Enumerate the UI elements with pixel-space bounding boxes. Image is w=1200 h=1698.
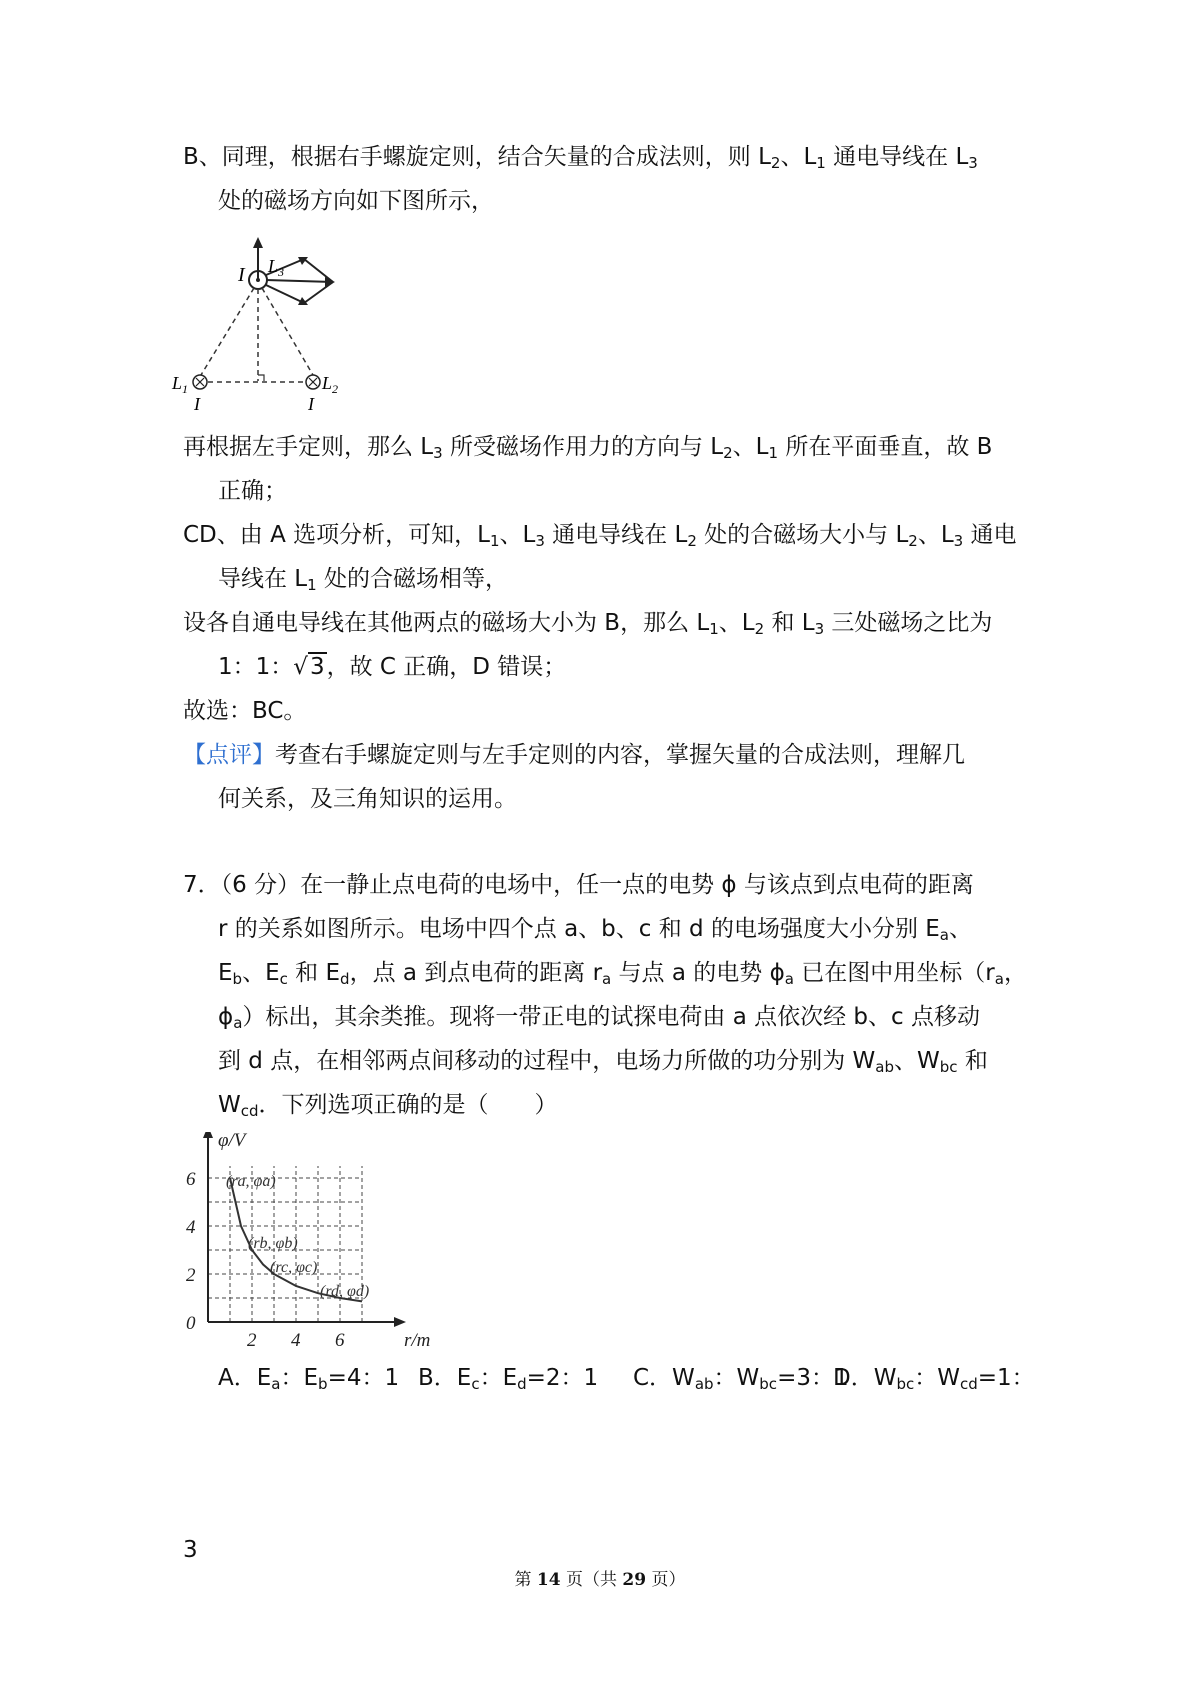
- page-footer: 第 14 页（共 29 页）: [514, 1570, 686, 1590]
- point-label: (ra, φa): [226, 1173, 276, 1190]
- q7-line2: r 的关系如图所示。电场中四个点 a、b、c 和 d 的电场强度大小分别 $E_a$、: [218, 916, 972, 944]
- para1-line1: 再根据左手定则，那么 $L_3$ 所受磁场作用力的方向与 $L_2$、$L_1$ 所在平面垂直，故 B: [183, 434, 993, 462]
- comment-line1: 【点评】考查右手螺旋定则与左手定则的内容，掌握矢量的合成法则，理解几: [183, 742, 965, 768]
- y-tick-label: 2: [186, 1265, 196, 1286]
- y-axis-label: φ/V: [218, 1132, 246, 1151]
- para1-line2: 正确；: [218, 478, 287, 504]
- x-axis-arrow: [394, 1317, 406, 1327]
- fig1-l1-label: $L_1$: [172, 373, 189, 396]
- fig1-top-current-label: I: [238, 264, 245, 286]
- option-c: C．$W_{ab}$：$W_{bc}=3$：1: [633, 1365, 849, 1393]
- point-label: (rc, φc): [270, 1259, 318, 1276]
- y-axis-arrow: [203, 1132, 213, 1138]
- para2-line2: 导线在 $L_1$ 处的合磁场相等，: [218, 566, 508, 594]
- q7-line6: $W_{cd}$．下列选项正确的是（ ）: [218, 1092, 558, 1120]
- option-b-line2: 处的磁场方向如下图所示，: [218, 188, 494, 214]
- q7-line5: 到 d 点，在相邻两点间移动的过程中，电场力所做的功分别为 $W_{ab}$、$W_{bc}$ 和: [218, 1048, 988, 1076]
- option-b-line1: B、同理，根据右手螺旋定则，结合矢量的合成法则，则 $L_2$、$L_1$ 通电导线在 $L_3$: [183, 144, 978, 172]
- para3-line2: 1：1：√3，故 C 正确，D 错误；: [218, 654, 567, 680]
- point-label: (rd, φd): [320, 1283, 370, 1300]
- x-tick-label: 2: [247, 1330, 257, 1351]
- para3-line1: 设各自通电导线在其他两点的磁场大小为 B，那么 $L_1$、$L_2$ 和 $L_3$ 三处磁场之比为: [183, 610, 993, 638]
- answer-line: 故选：BC。: [183, 698, 307, 724]
- y-tick-label: 4: [186, 1217, 196, 1238]
- point-label: (rb, φb): [248, 1235, 298, 1252]
- para2-line1: CD、由 A 选项分析，可知，$L_1$、$L_3$ 通电导线在 $L_2$ 处的合磁场大小与 $L_2$、$L_3$ 通电: [183, 522, 1017, 550]
- fig1-right-current-label: I: [308, 394, 314, 414]
- option-b: B．$E_c$：$E_d=2$：1: [418, 1365, 599, 1393]
- fig1-l3-label: $L_3$: [268, 256, 285, 279]
- option-d: D．$W_{bc}$：$W_{cd}=1$：: [833, 1365, 1035, 1393]
- x-tick-label: 4: [291, 1330, 301, 1351]
- x-tick-label: 6: [335, 1330, 345, 1351]
- magnetic-field-diagram: [168, 235, 358, 415]
- q7-line4: $\phi_a$）标出，其余类推。现将一带正电的试探电荷由 a 点依次经 b、c 点移动: [218, 1004, 980, 1032]
- fig1-l2-label: $L_2$: [322, 373, 339, 396]
- comment-tag: 【点评】: [183, 742, 275, 768]
- x-axis-label: r/m: [404, 1330, 431, 1351]
- y-tick-label: 0: [186, 1313, 196, 1334]
- option-a: A．$E_a$：$E_b=4$：1: [218, 1365, 400, 1393]
- sqrt-symbol: √3: [293, 654, 325, 680]
- q7-line3: $E_b$、$E_c$ 和 $E_d$，点 a 到点电荷的距离 $r_a$ 与点 a 的电势 $\phi_a$ 已在图中用坐标（$r_a$，: [218, 960, 1027, 988]
- q7-line1: 7．（6 分）在一静止点电荷的电场中，任一点的电势 ϕ 与该点到点电荷的距离: [183, 872, 974, 898]
- fig1-left-current-label: I: [194, 394, 200, 414]
- option-d-wrap: 3: [183, 1537, 198, 1563]
- y-tick-label: 6: [186, 1169, 196, 1190]
- comment-line2: 何关系，及三角知识的运用。: [218, 786, 517, 812]
- potential-distance-chart: [170, 1132, 440, 1372]
